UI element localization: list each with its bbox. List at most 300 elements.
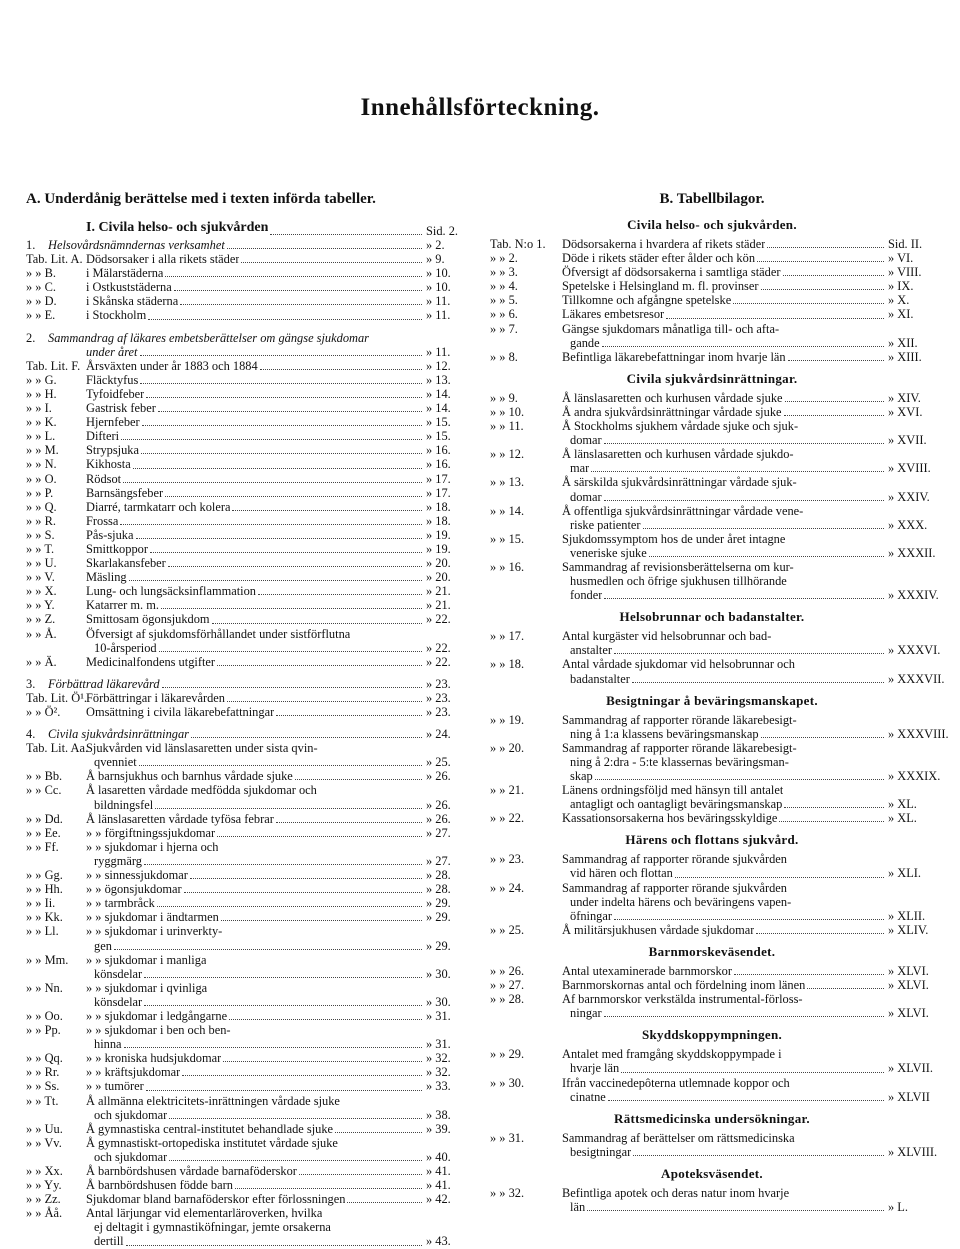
entry-text: Å barnsjukhus och barnhus vårdade sjuke (86, 769, 293, 784)
entry-text: Antal vårdade sjukdomar vid helsobrunnar och (562, 657, 795, 672)
page-number: » 29. (426, 910, 451, 925)
toc-entry (26, 514, 468, 528)
section-heading: Helsobrunnar och badanstalter. (619, 609, 805, 625)
toc-entry (490, 391, 934, 405)
dot-leader (235, 1188, 422, 1189)
toc-entry (26, 1164, 468, 1178)
dot-leader (733, 303, 884, 304)
page-number: » 9. (426, 252, 445, 267)
entry-label: » » L. (26, 429, 56, 444)
dot-leader (144, 977, 422, 978)
dot-leader (123, 482, 422, 483)
entry-label: » » S. (26, 527, 55, 542)
page-number: » XL. (888, 797, 917, 812)
page-number: » 15. (426, 429, 451, 444)
page-number: » XLVIII. (888, 1144, 938, 1159)
page-number: » 11. (426, 344, 451, 359)
right-toc-list (490, 216, 949, 1214)
dot-leader (150, 552, 422, 553)
toc-entry-continuation (490, 671, 945, 686)
toc-entry (490, 992, 934, 1006)
entry-text: Å särskilda sjukvårdsinrättningar vårdade sjuk- (562, 475, 797, 490)
entry-text: län (570, 1199, 586, 1214)
entry-text: Sjukdomssymptom hos de under året intagne (562, 531, 786, 546)
entry-label: » » 12. (490, 447, 525, 462)
toc-entry (26, 1051, 468, 1065)
page-number: » 20. (426, 556, 451, 571)
dot-leader (217, 665, 422, 666)
entry-text: fonder (570, 588, 603, 603)
toc-entry-continuation (490, 909, 934, 923)
dot-leader (165, 496, 422, 497)
entry-text: Öfversigt af dödsorsakerna i samtliga städer (562, 265, 781, 280)
page-number: » 27. (426, 853, 451, 868)
entry-label: » » V. (26, 570, 55, 585)
dot-leader (595, 779, 884, 780)
part-b-heading: B. Tabellbilagor. (659, 191, 765, 207)
entry-text: qvenniet (94, 755, 137, 770)
toc-entry (490, 447, 934, 461)
dot-leader (120, 524, 422, 525)
toc-entry (490, 405, 934, 419)
entry-text: Sammandrag af rapporter rörande sjukvården (562, 852, 788, 867)
entry-label: » » 28. (490, 992, 525, 1007)
dot-leader (643, 528, 884, 529)
entry-label: » » 25. (490, 922, 525, 937)
entry-text: Strypsjuka (86, 443, 140, 458)
entry-label: » » 20. (490, 740, 525, 755)
entry-text: Förbättringar i läkarevården (86, 690, 225, 705)
toc-entry (26, 556, 468, 570)
toc-entry-continuation (490, 895, 934, 909)
page-number: » 30. (426, 994, 451, 1009)
page-number: » 29. (426, 938, 451, 953)
entry-label: » » Ii. (26, 896, 56, 911)
entry-text: Smittosam ögonsjukdom (86, 612, 210, 627)
entry-text: riske patienter (570, 517, 641, 532)
dot-leader (146, 1090, 422, 1091)
page-number: Sid. II. (888, 237, 923, 251)
toc-entry-continuation (490, 769, 941, 783)
entry-text: Befintliga apotek och deras natur inom hvarje (562, 1185, 790, 1200)
entry-label: » » Ll. (26, 924, 59, 939)
toc-entry (26, 840, 468, 854)
dot-leader (168, 566, 422, 567)
toc-entry (26, 1178, 468, 1192)
page-number: » 33. (426, 1079, 451, 1094)
toc-entry (26, 584, 468, 598)
dot-leader (144, 1005, 422, 1006)
entry-label: » » X. (26, 584, 57, 599)
toc-entry (26, 528, 468, 542)
dot-leader (221, 920, 422, 921)
toc-entry (26, 896, 468, 910)
entry-text: Å barnbördshusen födde barn (86, 1178, 233, 1193)
toc-entry (26, 612, 468, 626)
dot-leader (139, 765, 422, 766)
dot-leader (276, 715, 422, 716)
entry-label: » » 5. (490, 293, 518, 308)
entry-text: Å länslasaretten och kurhusen vårdade sjukdo- (562, 447, 794, 462)
entry-label: » » 7. (490, 321, 518, 336)
entry-text: » » sjukdomar i ändtarmen (86, 910, 219, 925)
toc-entry (26, 727, 468, 741)
dot-leader (335, 1132, 422, 1133)
entry-label: » » Hh. (26, 882, 63, 897)
toc-entry (26, 627, 468, 641)
entry-text: Tyfoidfeber (86, 386, 145, 401)
entry-text: Å länslasaretten vårdade tyfösa febrar (86, 811, 274, 826)
entry-label: » » Yy. (26, 1178, 62, 1193)
dot-leader (756, 933, 884, 934)
dot-leader (784, 415, 884, 416)
page-number: » 41. (426, 1164, 451, 1178)
dot-leader (217, 836, 422, 837)
dot-leader (260, 369, 422, 370)
dot-leader (788, 360, 884, 361)
toc-entry (26, 472, 468, 486)
entry-label: » » 22. (490, 811, 525, 826)
toc-entry (26, 542, 468, 556)
toc-entry (26, 741, 468, 755)
entry-text: Sjukvården vid länslasaretten under sista qvin- (86, 741, 318, 756)
toc-entry-continuation (490, 490, 934, 504)
dot-leader (633, 1155, 884, 1156)
dot-leader (159, 651, 422, 652)
entry-label: » » Ff. (26, 839, 59, 854)
entry-text: Helsovårdsnämndernas verksamhet (48, 238, 225, 252)
spacer (26, 323, 468, 331)
dot-leader (169, 1118, 422, 1119)
entry-text: Mäsling (86, 570, 127, 585)
entry-label: » » H. (26, 386, 57, 401)
dot-leader (141, 453, 422, 454)
dot-leader (779, 821, 884, 822)
entry-label: » » 32. (490, 1185, 525, 1200)
entry-text: Sammandrag af rapporter rörande sjukvården (562, 880, 788, 895)
entry-label: » » T. (26, 541, 55, 556)
entry-label: » » Dd. (26, 811, 63, 826)
dot-leader (223, 1061, 422, 1062)
entry-label: » » Ee. (26, 825, 61, 840)
toc-entry (490, 964, 934, 978)
toc-entry (490, 1047, 934, 1061)
dot-leader (632, 682, 884, 683)
dot-leader (783, 275, 885, 276)
page-number: » 22. (426, 654, 451, 669)
entry-label: » » O. (26, 471, 57, 486)
entry-label: » » Xx. (26, 1164, 63, 1178)
toc-entry (490, 265, 934, 279)
entry-label: » » Å. (26, 626, 57, 641)
toc-entry (490, 419, 934, 433)
entry-label: » » Oo. (26, 1008, 63, 1023)
entry-text: » » sjukdomar i hjerna och (86, 839, 219, 854)
entry-label: » » U. (26, 556, 57, 571)
entry-label: » » 31. (490, 1130, 525, 1145)
left-toc-list (26, 238, 468, 1249)
page-number: » 32. (426, 1051, 451, 1066)
entry-text: Årsväxten under år 1883 och 1884 (86, 358, 258, 373)
entry-text: Fläcktyfus (86, 372, 139, 387)
dot-leader (124, 1047, 422, 1048)
dot-leader (761, 737, 884, 738)
entry-text: Sammandrag af revisionsberättelserna om kur- (562, 559, 794, 574)
entry-text: Kassationsorsakerna hos beväringsskyldige (562, 811, 778, 826)
dot-leader (212, 623, 422, 624)
page-number: » 22. (426, 640, 451, 655)
page-number: » 13. (426, 372, 451, 387)
entry-text: ryggmärg (94, 853, 142, 868)
entry-text: » » sjukdomar i manliga (86, 952, 207, 967)
section-heading: Härens och flottans sjukvård. (625, 832, 799, 848)
entry-text: » » kräftsjukdomar (86, 1065, 181, 1080)
entry-label: » » I. (26, 401, 52, 416)
entry-text: » » kroniska hudsjukdomar (86, 1051, 222, 1066)
entry-label: » » 21. (490, 783, 525, 798)
entry-text: ning å 2:dra - 5:te klassernas beväringsman- (570, 754, 789, 769)
dot-leader (614, 919, 884, 920)
toc-entry (26, 1122, 468, 1136)
section-heading: Civila sjukvårdsinrättningar. (626, 370, 798, 386)
page-number: » 16. (426, 443, 451, 458)
toc-entry (26, 570, 468, 584)
toc-entry (26, 910, 468, 924)
toc-entry (26, 429, 468, 443)
dot-leader (270, 234, 422, 235)
entry-label: » » Y. (26, 598, 55, 613)
page-number: » 20. (426, 570, 451, 585)
dot-leader (155, 808, 422, 809)
section-heading: Civila helso- och sjukvården. (627, 217, 797, 232)
dot-leader (144, 864, 422, 865)
entry-label: » » C. (26, 280, 56, 295)
toc-entry (26, 443, 468, 457)
entry-text: Öfversigt af sjukdomsförhållandet under sistförflutna (86, 626, 351, 641)
page-number: » 12. (426, 358, 451, 373)
page-number: » XLII. (888, 908, 926, 923)
toc-entry-continuation (26, 1108, 468, 1122)
spacer (26, 719, 468, 727)
toc-entry (490, 293, 934, 307)
page-number: » XXXVIII. (888, 726, 949, 741)
entry-label: » » Uu. (26, 1121, 63, 1136)
section-heading: Besigtningar å beväringsmanskapet. (606, 692, 818, 708)
dot-leader (276, 822, 422, 823)
entry-text: Å barnbördshusen vårdade barnaföderskor (86, 1164, 297, 1178)
toc-entry (490, 322, 934, 336)
page-number: » XXX. (888, 517, 928, 532)
entry-text: Sammandrag af berättelser om rättsmedicinska (562, 1130, 795, 1145)
page-number: » XI. (888, 307, 914, 322)
dot-leader (232, 510, 422, 511)
page-number: » VI. (888, 251, 914, 266)
toc-entry (26, 826, 468, 840)
left-column (26, 188, 468, 1249)
dot-leader (148, 319, 422, 320)
entry-text: gande (570, 335, 600, 350)
page-number: » 26. (426, 769, 451, 784)
entry-text: Spetelske i Helsingland m. fl. provinser (562, 279, 759, 294)
entry-label: » » 11. (490, 419, 524, 434)
entry-text: Pås-sjuka (86, 527, 134, 542)
entry-text: » » sinnessjukdomar (86, 868, 188, 883)
entry-label: » » Zz. (26, 1192, 61, 1207)
dot-leader (347, 1202, 422, 1203)
entry-text: könsdelar (94, 994, 143, 1009)
dot-leader (675, 877, 884, 878)
dot-leader (182, 1075, 422, 1076)
toc-entry-continuation (490, 546, 934, 560)
entry-label: » » Mm. (26, 952, 69, 967)
toc-entry (26, 783, 468, 797)
part-a-subheading: I. Civila helso- och sjukvården (86, 220, 269, 235)
page-number: » 41. (426, 1178, 451, 1193)
entry-label: » » 10. (490, 404, 525, 419)
entry-text: Å gymnastiskt-ortopediska institutet vårdade sjuke (86, 1135, 338, 1150)
entry-label: » » R. (26, 513, 56, 528)
entry-text: Gängse sjukdomars månatliga till- och afta- (562, 321, 780, 336)
page-number: » XXIV. (888, 489, 930, 504)
toc-entry-continuation (490, 1006, 934, 1020)
right-column (490, 188, 949, 1214)
page-number: » 24. (426, 727, 451, 742)
toc-entry (490, 532, 934, 546)
part-a-heading: A. Underdånig berättelse med i texten införda tabeller. (26, 191, 376, 207)
entry-label: » » Cc. (26, 783, 62, 798)
toc-entry (26, 252, 468, 266)
page-number: » 27. (426, 825, 451, 840)
entry-text: » » förgiftningssjukdomar (86, 825, 216, 840)
dot-leader (146, 397, 422, 398)
dot-leader (158, 411, 422, 412)
toc-entry-continuation (26, 854, 468, 868)
entry-label: Tab. Lit. A. (26, 252, 83, 267)
toc-entry (26, 266, 468, 280)
page-number: » XXXIX. (888, 769, 941, 783)
toc-entry (26, 486, 468, 500)
page-number: » 11. (426, 308, 451, 323)
entry-text: Medicinalfondens utgifter (86, 654, 216, 669)
entry-label: » » 6. (490, 307, 518, 322)
toc-entry-continuation (26, 755, 468, 769)
entry-label: » » Z. (26, 612, 56, 627)
entry-text: Sammandrag af rapporter rörande läkarebesigt- (562, 740, 797, 755)
entry-label: » » 26. (490, 963, 525, 978)
toc-entry (26, 238, 468, 252)
toc-entry (26, 1009, 468, 1023)
page-number: » 26. (426, 797, 451, 812)
page-number: » 38. (426, 1107, 451, 1122)
toc-entry-continuation (490, 461, 934, 475)
page-number: » IX. (888, 279, 914, 294)
toc-entry (490, 783, 934, 797)
entry-label: » » Qq. (26, 1051, 63, 1066)
page-number: » 19. (426, 541, 451, 556)
toc-entry-continuation (490, 574, 934, 588)
page-number: » 25. (426, 755, 451, 770)
entry-text: Å gymnastiska central-institutet behandlade sjuke (86, 1121, 334, 1136)
page-number: » XLI. (888, 866, 922, 881)
toc-entry (26, 1023, 468, 1037)
page-number: » 39. (426, 1121, 451, 1136)
dot-leader (169, 1160, 422, 1161)
entry-label: » » Nn. (26, 980, 63, 995)
page-number: » 31. (426, 1008, 451, 1023)
page-number: » 43. (426, 1234, 451, 1249)
dot-leader (602, 346, 884, 347)
page-number: » 22. (426, 612, 451, 627)
dot-leader (142, 425, 422, 426)
entry-text: ej deltagit i gymnastiköfningar, jemte orsakerna (94, 1220, 331, 1235)
entry-label: » » 8. (490, 349, 518, 364)
toc-entry (26, 868, 468, 882)
entry-text: Rödsot (86, 471, 122, 486)
entry-text: bildningsfel (94, 797, 154, 812)
dot-leader (161, 608, 422, 609)
toc-entry-continuation (490, 1144, 938, 1159)
page-number: » VIII. (888, 265, 922, 280)
entry-text: i Stockholm (86, 308, 147, 323)
page-number: » L. (888, 1199, 908, 1214)
dot-leader (604, 1016, 884, 1017)
entry-text: Ifrån vaccinedepôterna utlemnade koppor och (562, 1075, 790, 1090)
toc-entry-continuation (26, 1037, 468, 1051)
entry-text: Befintliga läkarebefattningar inom hvarje län (562, 349, 786, 364)
page-title: Innehållsförteckning. (360, 94, 600, 121)
dot-leader (162, 687, 422, 688)
entry-text: veneriske sjuke (570, 545, 647, 560)
entry-label: » » Bb. (26, 769, 63, 784)
entry-text: Frossa (86, 513, 119, 528)
entry-text: skap (570, 769, 593, 783)
entry-label: » » Kk. (26, 910, 63, 925)
dot-leader (140, 383, 422, 384)
entry-label: » » Ss. (26, 1079, 60, 1094)
entry-text: Katarrer m. m. (86, 598, 159, 613)
toc-entry-continuation (490, 336, 934, 350)
toc-entry (490, 923, 934, 937)
entry-label: » » 3. (490, 265, 518, 280)
toc-entry (26, 598, 468, 612)
page-number: » 10. (426, 280, 451, 295)
entry-text: badanstalter (570, 671, 630, 686)
page-number: » 32. (426, 1065, 451, 1080)
dot-leader (136, 538, 423, 539)
dot-leader (666, 318, 884, 319)
entry-text: Sammandrag af rapporter rörande läkarebesigt- (562, 712, 797, 727)
entry-label: » » Gg. (26, 868, 63, 883)
page-number: » 18. (426, 499, 451, 514)
page-number: Sid. 2. (426, 223, 459, 238)
entry-text: öfningar (570, 908, 612, 923)
toc-entry (26, 1065, 468, 1079)
toc-entry (490, 307, 934, 321)
entry-text: ning å 1:a klassens beväringsmanskap (570, 726, 759, 741)
toc-entry-continuation (490, 1061, 934, 1075)
entry-text: i Mälarstäderna (86, 266, 164, 281)
page-number: » 28. (426, 882, 451, 897)
dot-leader (227, 248, 422, 249)
entry-text: Å länslasaretten och kurhusen vårdade sjuke (562, 390, 783, 405)
dot-leader (649, 556, 884, 557)
entry-label: » » D. (26, 294, 57, 309)
page-number: » 10. (426, 266, 451, 281)
entry-label: » » 19. (490, 712, 525, 727)
toc-entry (490, 978, 934, 992)
toc-entry (490, 251, 934, 265)
entry-label: » » Rr. (26, 1065, 60, 1080)
